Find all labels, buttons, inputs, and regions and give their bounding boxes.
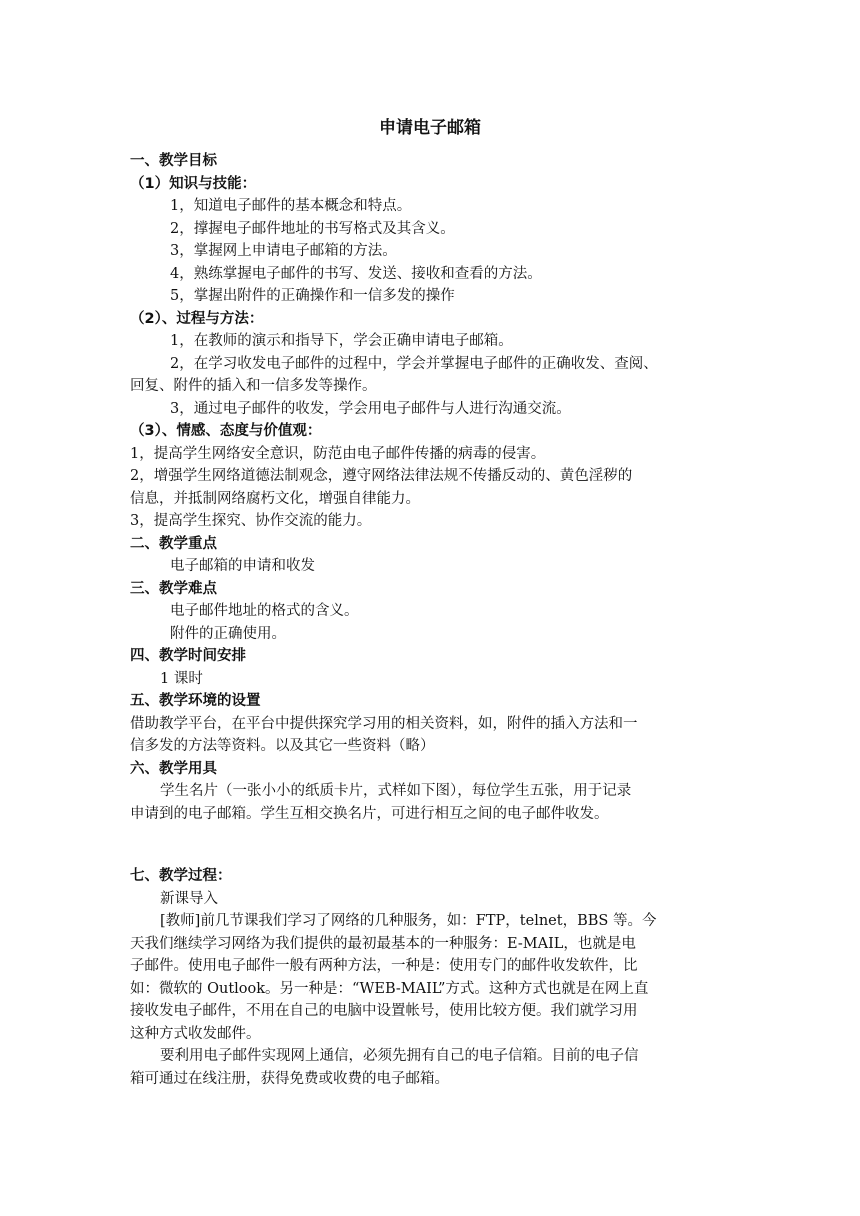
body-text-line: 1 课时 xyxy=(160,670,203,687)
body-text-line: 1，提高学生网络安全意识，防范由电子邮件传播的病毒的侵害。 xyxy=(130,445,546,462)
body-text-line: 1，知道电子邮件的基本概念和特点。 xyxy=(170,198,412,214)
body-text-line: 这种方式收发邮件。 xyxy=(130,1025,261,1042)
body-text-line: 3，提高学生探究、协作交流的能力。 xyxy=(130,513,372,529)
section-heading: 二、教学重点 xyxy=(130,535,217,552)
body-text-line: 2，在学习收发电子邮件的过程中，学会并掌握电子邮件的正确收发、查阅、 xyxy=(170,355,658,372)
page-title: 申请电子邮箱 xyxy=(379,118,481,138)
section-heading: 一、教学目标 xyxy=(130,153,217,169)
section-heading: （1）知识与技能： xyxy=(130,175,257,192)
section-heading: 三、教学难点 xyxy=(130,580,217,597)
body-text-line: 2，撑握电子邮件地址的书写格式及其含义。 xyxy=(170,220,455,237)
body-text-line: [教师]前几节课我们学习了网络的几种服务，如：FTP，telnet，BBS 等。今 xyxy=(160,913,657,929)
document-body xyxy=(130,150,732,1090)
body-text-line: 信多发的方法等资料。以及其它一些资料（略） xyxy=(130,738,435,754)
section-heading: 六、教学用具 xyxy=(130,760,217,777)
body-text-line: 电子邮件地址的格式的含义。 xyxy=(170,603,359,619)
body-text-line: 如：微软的 Outlook。另一种是：“WEB-MAIL”方式。这种方式也就是在网上直 xyxy=(130,980,649,997)
section-heading: （3）、情感、态度与价值观： xyxy=(130,423,322,439)
body-text-line: 3，通过电子邮件的收发，学会用电子邮件与人进行沟通交流。 xyxy=(170,400,571,417)
body-text-line: 天我们继续学习网络为我们提供的最初最基本的一种服务：E-MAIL，也就是电 xyxy=(130,935,636,952)
body-text-line: 借助教学平台，在平台中提供探究学习用的相关资料，如，附件的插入方法和一 xyxy=(130,715,638,732)
body-text-line: 要利用电子邮件实现网上通信，必须先拥有自己的电子信箱。目前的电子信 xyxy=(160,1048,639,1064)
section-heading: 五、教学环境的设置 xyxy=(130,693,261,709)
blank-line xyxy=(130,825,732,865)
body-text-line: 箱可通过在线注册，获得免费或收费的电子邮箱。 xyxy=(130,1070,449,1087)
body-text-line: 电子邮箱的申请和收发 xyxy=(170,558,315,574)
body-text-line: 5，掌握出附件的正确操作和一信多发的操作 xyxy=(170,288,455,304)
body-text-line: 2，增强学生网络道德法制观念，遵守网络法律法规不传播反动的、黄色淫秽的 xyxy=(130,468,633,484)
body-text-line: 附件的正确使用。 xyxy=(170,625,286,642)
body-text-line: 3，掌握网上申请电子邮箱的方法。 xyxy=(170,243,397,259)
section-heading: 四、教学时间安排 xyxy=(130,648,246,664)
body-text-line: 新课导入 xyxy=(160,890,218,907)
body-text-line: 回复、附件的插入和一信多发等操作。 xyxy=(130,378,377,394)
body-text-line: 接收发电子邮件，不用在自己的电脑中设置帐号，使用比较方便。我们就学习用 xyxy=(130,1003,638,1019)
section-heading: 七、教学过程： xyxy=(130,868,232,884)
body-text-line: 4，熟练掌握电子邮件的书写、发送、接收和查看的方法。 xyxy=(170,265,542,282)
body-text-line: 1，在教师的演示和指导下，学会正确申请电子邮箱。 xyxy=(170,333,513,349)
section-heading: （2）、过程与方法： xyxy=(130,310,264,327)
body-text-line: 子邮件。使用电子邮件一般有两种方法，一种是：使用专门的邮件收发软件，比 xyxy=(130,958,638,974)
body-text-line: 学生名片（一张小小的纸质卡片，式样如下图），每位学生五张，用于记录 xyxy=(160,783,632,799)
body-text-line: 申请到的电子邮箱。学生互相交换名片，可进行相互之间的电子邮件收发。 xyxy=(130,805,609,822)
body-text-line: 信息，并抵制网络腐朽文化，增强自律能力。 xyxy=(130,490,420,507)
